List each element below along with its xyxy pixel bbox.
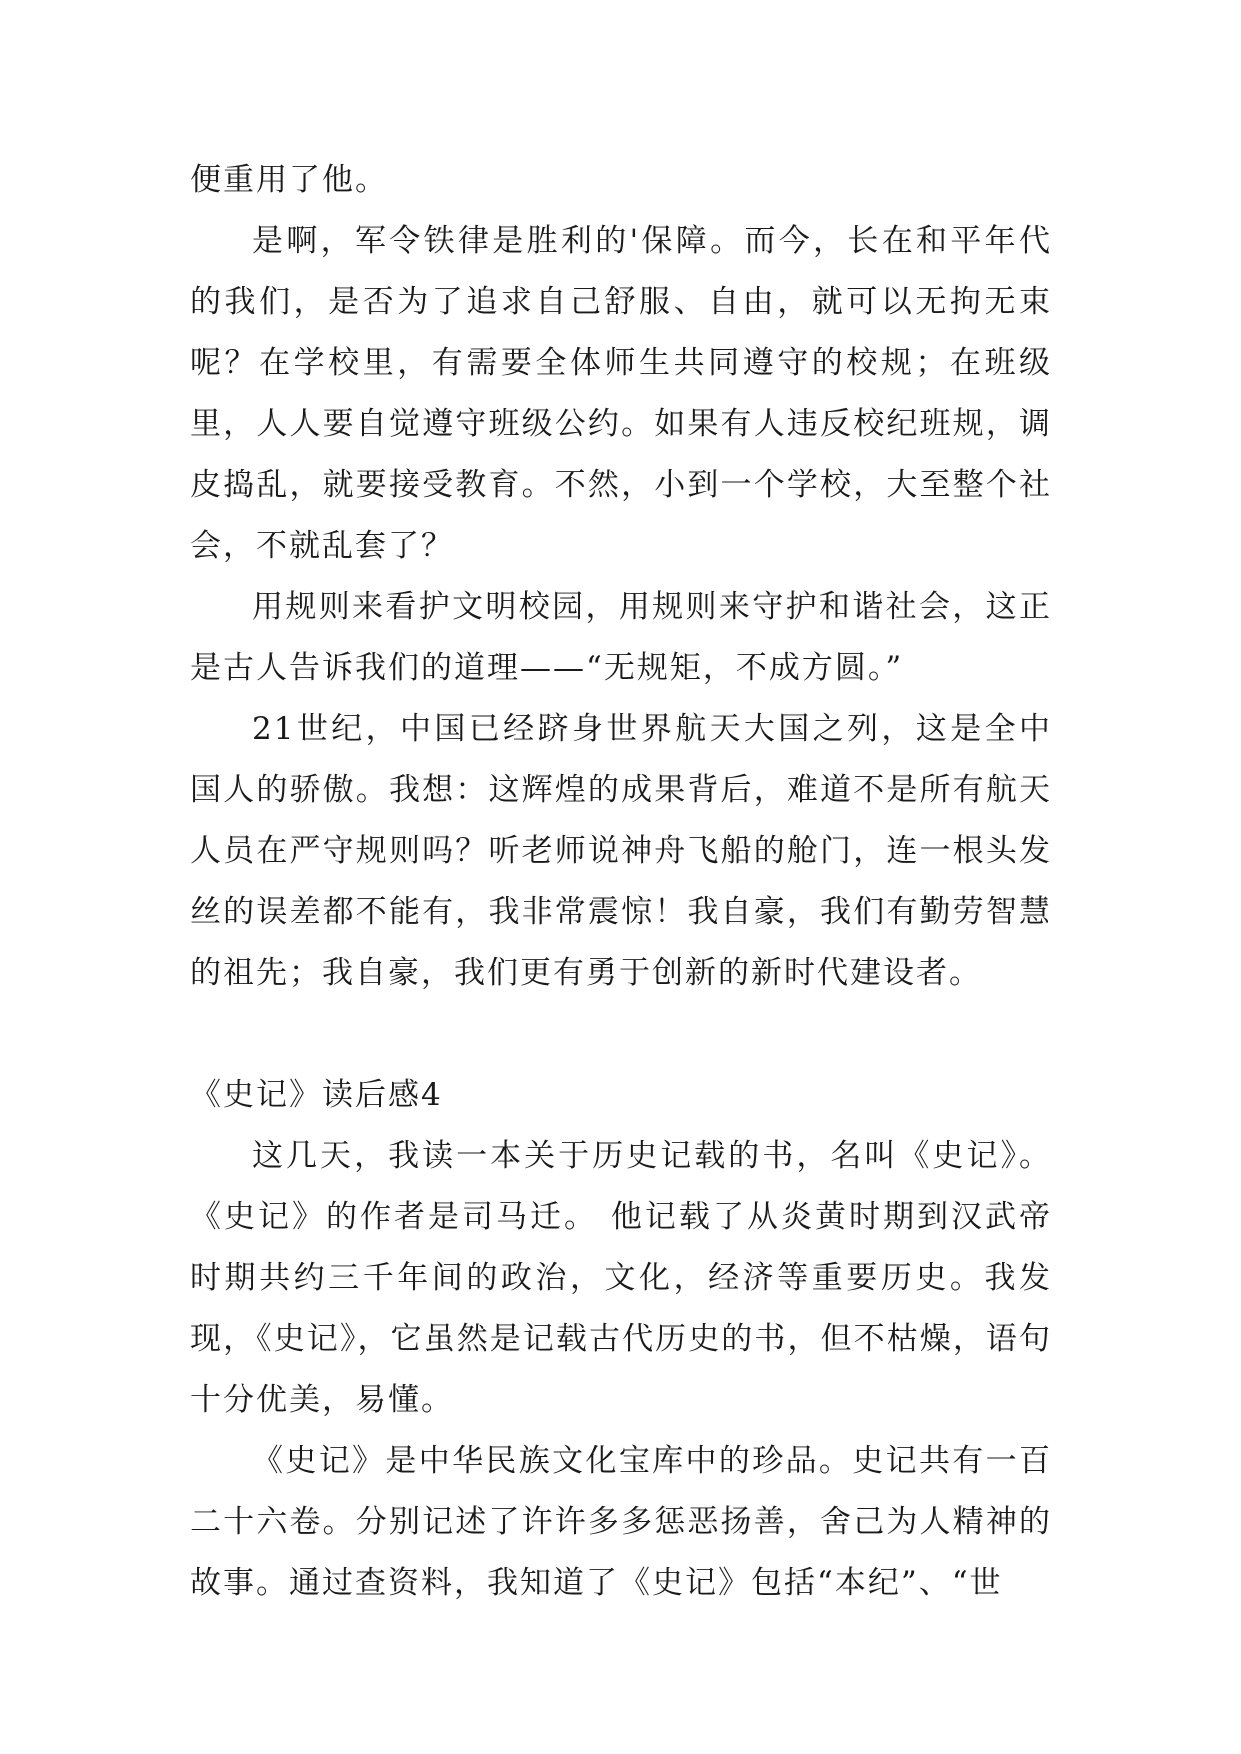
paragraph-rules-school: 是啊，军令铁律是胜利的'保障。而今，长在和平年代的我们，是否为了追求自己舒服、自由，就可以无拘无束呢？在学校里，有需要全体师生共同遵守的校规；在班级里，人人要自觉遵守班级公约。如果有人违反校纪班规，调皮捣乱，就要接受教育。不然，小到一个学校，大至整个社会，不就乱套了？ xyxy=(190,223,1052,564)
paragraph-continuation: 便重用了他。 xyxy=(190,162,388,198)
paragraph-shiji-intro: 这几天，我读一本关于历史记载的书，名叫《史记》。《史记》的作者是司马迁。 他记载了从炎黄时期到汉武帝时期共约三千年间的政治，文化，经济等重要历史。我发现，《史记》，它虽然是记载古代历史的书，但不枯燥，语句十分优美，易懂。 xyxy=(190,1138,1052,1418)
document-body xyxy=(190,150,1052,1614)
paragraph-rules-saying: 用规则来看护文明校园，用规则来守护和谐社会，这正是古人告诉我们的道理——“无规矩，不成方圆。” xyxy=(190,589,1052,686)
paragraph-shiji-treasure: 《史记》是中华民族文化宝库中的珍品。史记共有一百二十六卷。分别记述了许许多多惩恶扬善，舍己为人精神的故事。通过查资料，我知道了《史记》包括“本纪”、“世 xyxy=(190,1443,1052,1601)
paragraph-aerospace: 21世纪，中国已经跻身世界航天大国之列，这是全中国人的骄傲。我想：这辉煌的成果背后，难道不是所有航天人员在严守规则吗？听老师说神舟飞船的舱门，连一根头发丝的误差都不能有，我非常震惊！我自豪，我们有勤劳智慧的祖先；我自豪，我们更有勇于创新的新时代建设者。 xyxy=(190,711,1052,991)
section-heading: 《史记》读后感4 xyxy=(190,1077,443,1113)
